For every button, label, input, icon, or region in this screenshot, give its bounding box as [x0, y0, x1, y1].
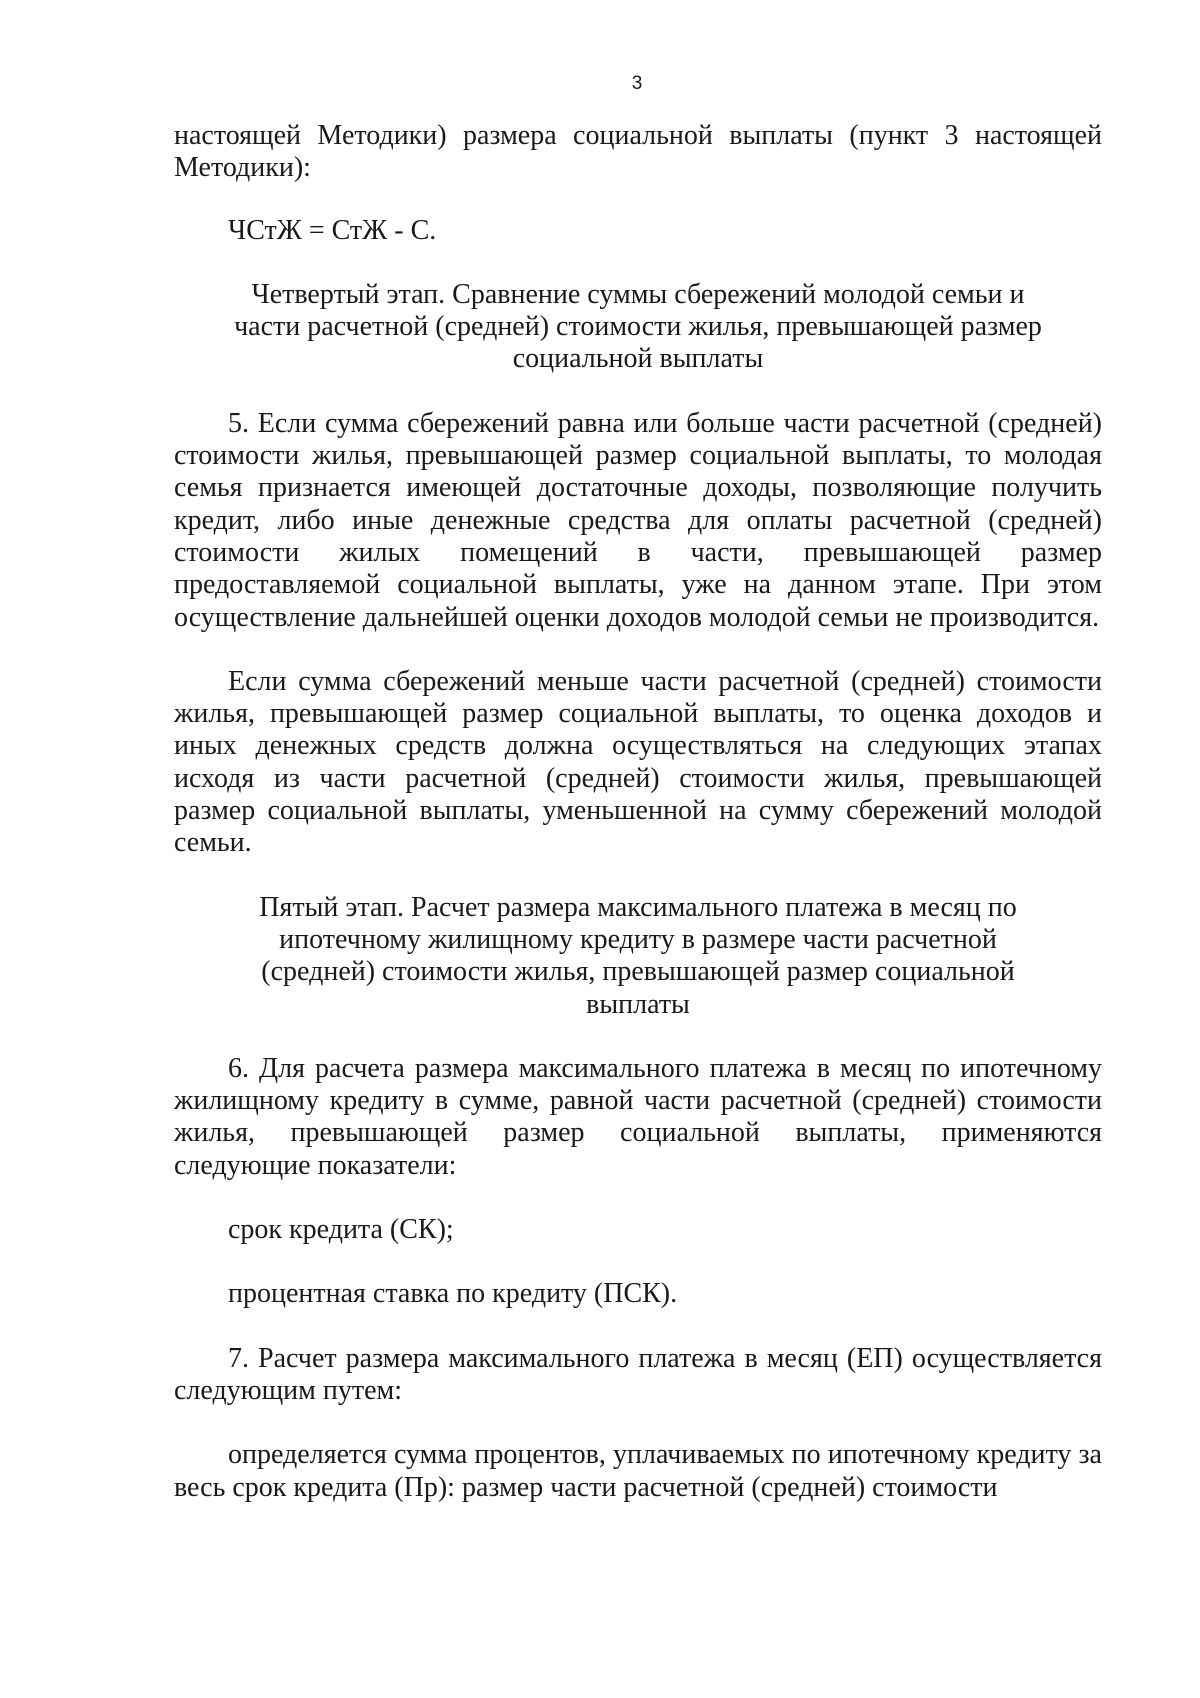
- section-heading-stage-4: Четвертый этап. Сравнение суммы сбережений молодой семьи и части расчетной (средней) стоимости жилья, превышающей размер социальной выплаты: [234, 278, 1042, 375]
- intro-paragraph: настоящей Методики) размера социальной выплаты (пункт 3 настоящей Методики):: [174, 120, 1102, 184]
- paragraph-7-item-interest: определяется сумма процентов, уплачиваемых по ипотечному кредиту за весь срок кредита (Пр): размер части расчетной (средней) стоимости: [174, 1439, 1102, 1503]
- formula: ЧСтЖ = СтЖ - С.: [228, 214, 437, 246]
- paragraph-5: 5. Если сумма сбережений равна или больше части расчетной (средней) стоимости жилья, превышающей размер социальной выплаты, то молодая семья признается имеющей достаточные доходы, позволяющие получить кредит, либо иные денежные средства для оплаты расчетной (средней) стоимости жилых помещений в части, превышающей размер предоставляемой социальной выплаты, уже на данном этапе. При этом осуществление дальнейшей оценки доходов молодой семьи не производится.: [174, 407, 1102, 633]
- paragraph-6: 6. Для расчета размера максимального платежа в месяц по ипотечному жилищному кредиту в сумме, равной части расчетной (средней) стоимости жилья, превышающей размер социальной выплаты, применяются следующие показатели:: [174, 1052, 1102, 1181]
- section-heading-stage-5: Пятый этап. Расчет размера максимального платежа в месяц по ипотечному жилищному кредиту в размере части расчетной (средней) стоимости жилья, превышающей размер социальной выплаты: [259, 891, 1017, 1020]
- paragraph-6-item-rate: процентная ставка по кредиту (ПСК).: [228, 1278, 678, 1310]
- paragraph-6-item-term: срок кредита (СК);: [228, 1214, 454, 1246]
- document-body: [174, 120, 1102, 1504]
- paragraph-7: 7. Расчет размера максимального платежа в месяц (ЕП) осуществляется следующим путем:: [174, 1342, 1102, 1406]
- paragraph-5-continued: Если сумма сбережений меньше части расчетной (средней) стоимости жилья, превышающей размер социальной выплаты, то оценка доходов и иных денежных средств должна осуществляться на следующих этапах исходя из части расчетной (средней) стоимости жилья, превышающей размер социальной выплаты, уменьшенной на сумму сбережений молодой семьи.: [174, 665, 1102, 859]
- page-number: 3: [631, 73, 643, 94]
